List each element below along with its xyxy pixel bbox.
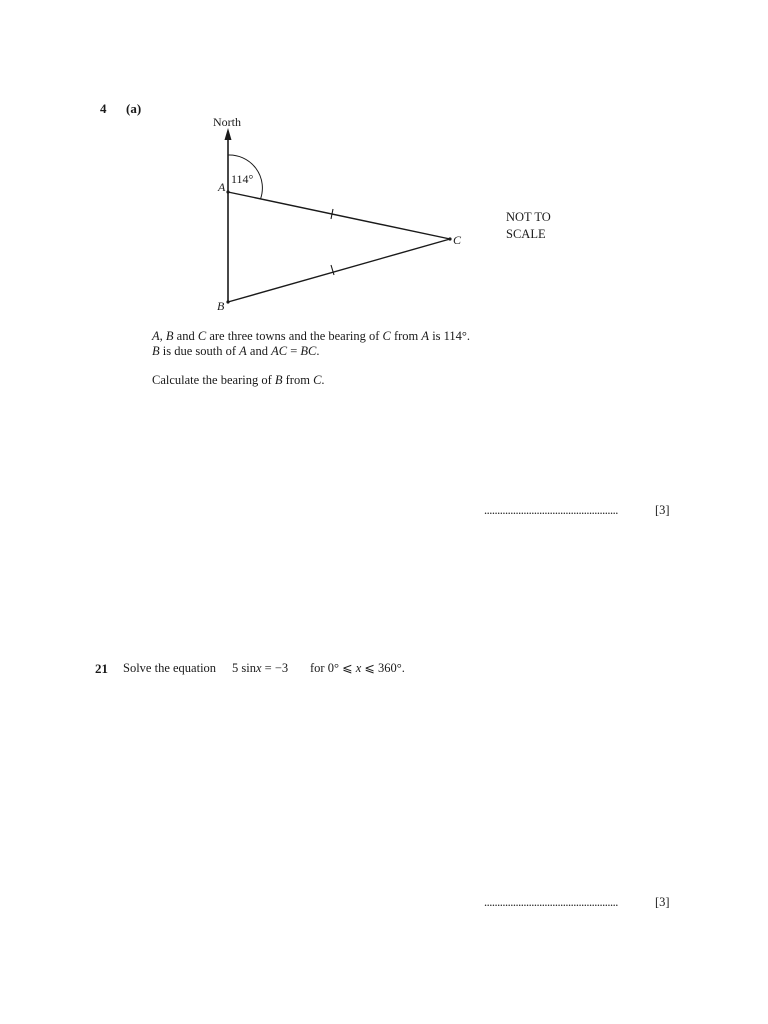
var-b: B	[152, 344, 160, 358]
line-ac	[228, 192, 450, 239]
text-fragment: for 0° ⩽	[310, 661, 356, 675]
text-fragment: = −3	[261, 661, 289, 675]
not-to-scale-note	[506, 209, 551, 243]
north-arrow-icon	[225, 128, 232, 140]
question-4-statement-line-1	[152, 329, 470, 344]
text-fragment: and	[173, 329, 198, 343]
var-a: A	[421, 329, 430, 343]
var-b: B	[165, 329, 174, 343]
question-21-prompt: Solve the equation	[123, 661, 217, 675]
text-fragment: ⩽ 360°.	[361, 661, 405, 675]
question-21-equation	[232, 661, 288, 676]
text-fragment: .	[321, 373, 325, 387]
text-fragment: from	[390, 329, 422, 343]
tick-mark-bc	[331, 265, 334, 275]
not-to-scale-line-2: SCALE	[506, 227, 546, 241]
text-fragment: =	[287, 344, 301, 358]
var-c: C	[197, 329, 207, 343]
question-4-marks: [3]	[655, 503, 670, 517]
text-fragment: 5 sin	[232, 661, 256, 675]
var-a: A	[239, 344, 247, 358]
question-21-answer-line[interactable]: ...................................................	[484, 895, 618, 909]
text-fragment: is due south of	[159, 344, 240, 358]
text-fragment: and	[246, 344, 272, 358]
var-ac: AC	[271, 344, 288, 358]
point-b-label: B	[217, 299, 225, 313]
question-4-part-label: (a)	[126, 101, 142, 116]
var-c: C	[382, 329, 391, 343]
var-c: C	[313, 373, 322, 387]
var-b: B	[274, 373, 283, 387]
point-a-dot	[226, 190, 229, 193]
line-bc	[228, 239, 450, 302]
question-4-number: 4	[100, 101, 107, 116]
question-4-answer-line[interactable]: ...................................................	[484, 503, 618, 517]
var-bc: BC	[300, 344, 317, 358]
var-x: x	[355, 661, 362, 675]
not-to-scale-line-1: NOT TO	[506, 210, 551, 224]
point-b-dot	[226, 300, 229, 303]
north-label: North	[213, 115, 241, 129]
bearing-diagram	[195, 110, 495, 315]
text-fragment: .	[316, 344, 320, 358]
question-4-statement-line-2	[152, 344, 320, 359]
var-x: x	[255, 661, 262, 675]
question-21-range	[310, 661, 405, 676]
text-fragment: are three towns and the bearing of	[206, 329, 383, 343]
text-fragment: from	[282, 373, 314, 387]
question-21-number: 21	[95, 661, 108, 676]
question-4-instruction	[152, 373, 325, 388]
angle-label: 114°	[231, 172, 254, 186]
point-c-label: C	[453, 233, 462, 247]
text-fragment: is 114°.	[429, 329, 471, 343]
question-21-marks: [3]	[655, 895, 670, 909]
point-c-dot	[448, 237, 451, 240]
var-a: A	[152, 329, 160, 343]
text-fragment: Calculate the bearing of	[152, 373, 275, 387]
text-fragment: ,	[159, 329, 166, 343]
point-a-label: A	[218, 180, 226, 194]
